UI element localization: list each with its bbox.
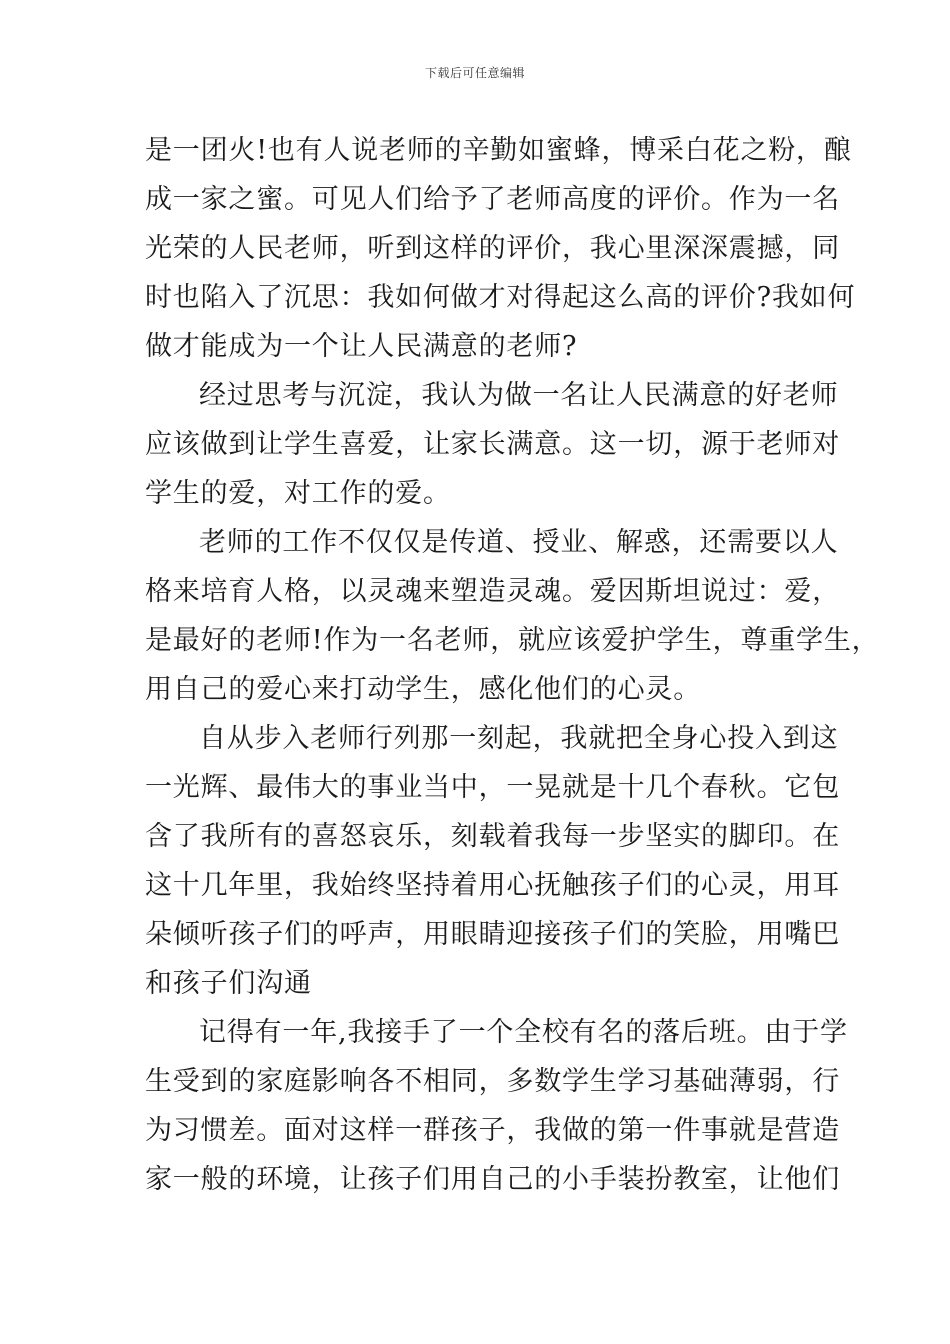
text-line: 是一团火!也有人说老师的辛勤如蜜蜂，博采白花之粉，酿 bbox=[145, 135, 852, 166]
text-line: 学生的爱，对工作的爱。 bbox=[145, 478, 451, 509]
text-line: 自从步入老师行列那一刻起，我就把全身心投入到这 bbox=[199, 723, 839, 754]
text-line: 为习惯差。面对这样一群孩子，我做的第一件事就是营造 bbox=[145, 1115, 840, 1146]
paragraph-2 bbox=[145, 371, 840, 518]
text-line: 一光辉、最伟大的事业当中，一晃就是十几个春秋。它包 bbox=[145, 772, 840, 803]
text-line: 经过思考与沉淀，我认为做一名让人民满意的好老师 bbox=[199, 380, 839, 411]
text-line: 和孩子们沟通 bbox=[145, 968, 312, 999]
text-line: 光荣的人民老师，听到这样的评价，我心里深深震撼，同 bbox=[145, 233, 840, 264]
text-line: 时也陷入了沉思：我如何做才对得起这么高的评价?我如何 bbox=[145, 282, 856, 313]
paragraph-3 bbox=[145, 518, 880, 714]
body-text bbox=[145, 126, 880, 1204]
text-line: 这十几年里，我始终坚持着用心抚触孩子们的心灵，用耳 bbox=[145, 870, 840, 901]
header-note: 下载后可任意编辑 bbox=[424, 66, 525, 80]
text-line: 朵倾听孩子们的呼声，用眼睛迎接孩子们的笑脸，用嘴巴 bbox=[145, 919, 840, 950]
paragraph-1 bbox=[145, 126, 856, 371]
paragraph-5 bbox=[145, 1008, 848, 1204]
text-line: 老师的工作不仅仅是传道、授业、解惑，还需要以人 bbox=[199, 527, 839, 558]
text-line: 是最好的老师!作为一名老师，就应该爱护学生，尊重学生， bbox=[145, 625, 880, 656]
text-line: 应该做到让学生喜爱，让家长满意。这一切，源于老师对 bbox=[145, 429, 840, 460]
text-line: 格来培育人格，以灵魂来塑造灵魂。爱因斯坦说过：爱， bbox=[145, 576, 840, 607]
paragraph-4 bbox=[145, 714, 840, 1008]
text-line: 记得有一年,我接手了一个全校有名的落后班。由于学 bbox=[199, 1017, 848, 1048]
text-line: 家一般的环境，让孩子们用自己的小手装扮教室，让他们 bbox=[145, 1164, 840, 1195]
text-line: 做才能成为一个让人民满意的老师? bbox=[145, 331, 578, 362]
text-line: 成一家之蜜。可见人们给予了老师高度的评价。作为一名 bbox=[145, 184, 840, 215]
text-line: 用自己的爱心来打动学生，感化他们的心灵。 bbox=[145, 674, 701, 705]
text-line: 含了我所有的喜怒哀乐，刻载着我每一步坚实的脚印。在 bbox=[145, 821, 840, 852]
text-line: 生受到的家庭影响各不相同，多数学生学习基础薄弱，行 bbox=[145, 1066, 840, 1097]
